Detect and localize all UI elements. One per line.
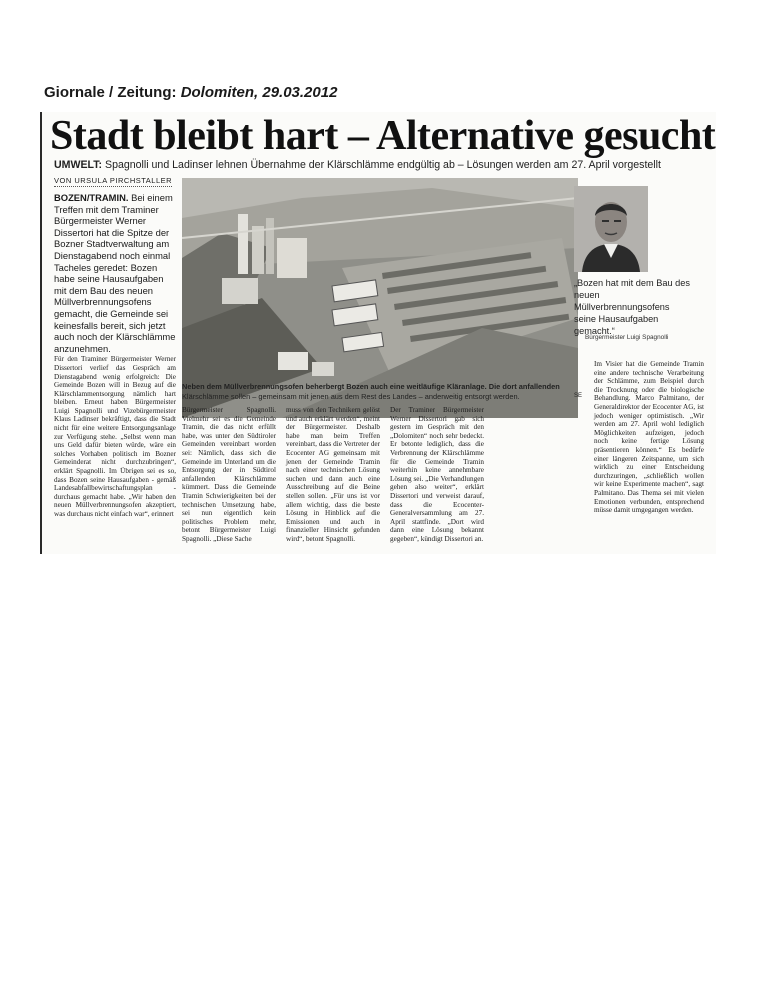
column-3: muss von den Technikern gelöst und auch erklärt werden“, meint der Bürgermeister. Deshalb habe man beim Treffen vereinbart, dass die Vertreter der Ecocenter AG gemeinsam mit jenen der Gemeinde Tramin nach einer technischen Lösung suchen und dann auch eine Ausschreibung auf die Beine stellen sollen. „Für uns ist vor allem wichtig, dass die beste Lösung in Hinblick auf die Emissionen und auch in finanzieller Hinsicht gefunden wird“, betont Spagnolli. (286, 406, 380, 543)
article-lead (54, 192, 176, 354)
portrait-illustration (574, 186, 648, 272)
spagnolli-portrait (574, 186, 648, 272)
column-4: Der Traminer Bürgermeister Werner Dissertori gab sich gestern im Gespräch mit den „Dolomiten“ noch sehr bedeckt. Er betonte lediglich, dass die Verbrennung der Klärschlämme für die Gemeinde Tramin weiterhin keine annehmbare Lösung sei. „Die Verhandlungen gehen also weiter“, erklärt Dissertori und verweist darauf, dass die Ecocenter-Generalversammlung am 27. April stattfinde. „Dort wird dann eine Lösung bekannt gegeben“, kündigt Dissertori an. (390, 406, 484, 543)
subhead-kicker: UMWELT: (54, 159, 103, 171)
article-headline: Stadt bleibt hart – Alternative gesucht (50, 113, 716, 159)
article-subhead (54, 159, 661, 171)
clipping-edge (40, 112, 42, 554)
caption-line-2: Klärschlämme sollen – gemeinsam mit jenen aus dem Rest des Landes – anderweitig entsorgt werden. (182, 391, 520, 401)
column-1-text: Für den Traminer Bürgermeister Werner Dissertori verlief das Gespräch am Dienstagabend wenig erfolgreich: Die Gemeinde Bozen will in Bezug auf die Klärschlammentsorgung nämlich hart bleiben. Erneut haben Bürgermeister Luigi Spagnolli und Vizebürgermeister Klaus Ladinser bekräftigt, dass die Stadt nicht für eine weitere Entsorgungsanlage zur Verfügung stehe. „Selbst wenn man uns Geld dafür bieten würde, wäre ein solches Vorhaben politisch im Bozner Gemeinderat nicht durchzubringen“, erklärt Spagnolli. Im Übrigen sei es so, dass Bozen seine Hausaufgaben - gemäß Landesabfallbewirtschaftungsplan - durchaus gemacht habe. „Wir haben den neuen Müllverbrennungsofen akzeptiert, was durchaus nicht einfach war“, erinnert (54, 355, 176, 518)
source-label: Giornale / Zeitung: (44, 84, 177, 101)
photo-caption (182, 382, 582, 401)
newspaper-clipping (40, 112, 716, 554)
source-line (44, 84, 337, 101)
column-2: Bürgermeister Spagnolli. Vielmehr sei es die Gemeinde Tramin, die das nicht erfüllt habe, was unter den Südtiroler Gemeinden vereinbart worden sei: Nämlich, dass sich die Gemeinde im Unterland um die Entsorgung der in Südtirol anfallenden Klärschlämme kümmert. Dass die Gemeinde Tramin Schwierigkeiten bei der technischen Umsetzung habe, sei nun eigentlich kein politisches Problem mehr, betont Bürgermeister Luigi Spagnolli. „Diese Sache (182, 406, 276, 543)
pull-quote: „Bozen hat mit dem Bau des neuen Müllverbrennungsofens seine Hausaufgaben gemacht.“ (574, 278, 690, 336)
source-publication: Dolomiten, 29.03.2012 (180, 84, 338, 101)
column-5: Im Visier hat die Gemeinde Tramin eine andere technische Verarbeitung der Schlämme, zum Beispiel durch die Trocknung oder die biologische Behandlung. Marco Palmitano, der Generaldirektor der Ecocenter AG, ist jedoch weniger optimistisch. „Wir werden am 27. April wohl lediglich Möglichkeiten aufzeigen, jedoch noch keine fertige Lösung präsentieren können.“ Es bedürfe einer längeren Zeitspanne, um sich wirklich zu einer Entscheidung durchzuringen, „schließlich wollen wir keine Experimente machen“, sagt Palmitano. Das Thema sei mit vielen Emotionen verbunden, entsprechend müsse damit umgegangen werden. (594, 360, 704, 515)
quote-attribution: Bürgermeister Luigi Spagnolli (585, 334, 669, 341)
subhead-text: Spagnolli und Ladinser lehnen Übernahme der Klärschlämme endgültig ab – Lösungen werden am 27. April vorgestellt (105, 159, 661, 171)
author-byline: VON URSULA PIRCHSTALLER (54, 176, 173, 185)
photo-credit: SE (573, 392, 582, 399)
lead-text: Bei einem Treffen mit dem Traminer Bürgermeister Werner Dissertori hat die Spitze der Bozner Stadtverwaltung am Dienstagabend noch einmal Tacheles geredet: Bozen habe seine Hausaufgaben mit dem Bau des neuen Müllverbrennungsofens gemacht, die Gemeinde sei keinesfalls bereit, sich jetzt auch noch der Klärschlämme anzunehmen. (54, 192, 176, 354)
caption-line-1: Neben dem Müllverbrennungsofen beherbergt Bozen auch eine weitläufige Kläranlage. Die dort anfallenden (182, 382, 560, 391)
dateline: BOZEN/TRAMIN. (54, 192, 129, 203)
column-1 (54, 192, 176, 519)
